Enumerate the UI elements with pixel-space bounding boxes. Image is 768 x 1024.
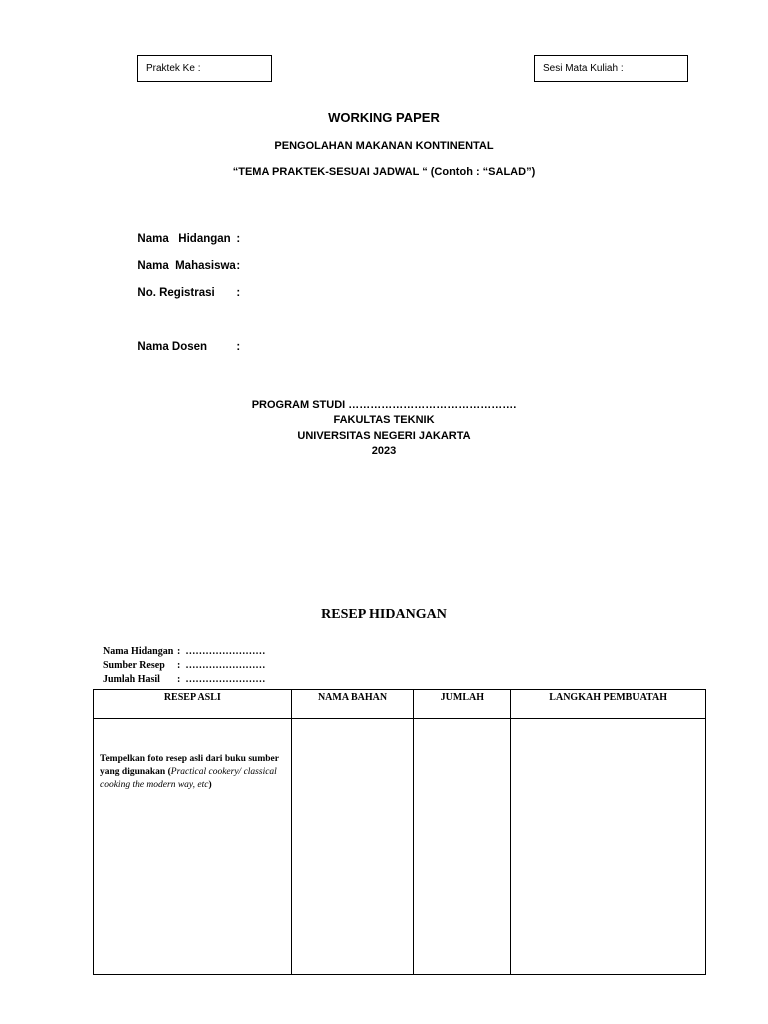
sesi-mata-kuliah-label: Sesi Mata Kuliah :	[543, 63, 624, 74]
meta-label: Sumber Resep	[103, 660, 165, 671]
field-no-registrasi	[131, 275, 240, 299]
field-sep: :	[236, 341, 241, 353]
col-nama-bahan: NAMA BAHAN	[291, 690, 414, 719]
program-studi: PROGRAM STUDI ……………………………………….	[251, 399, 517, 411]
paste-photo-note	[100, 753, 285, 792]
field-nama-mahasiswa	[131, 248, 240, 272]
col-resep-asli: RESEP ASLI	[94, 690, 292, 719]
meta-jumlah-hasil	[98, 663, 265, 685]
recipe-table	[93, 689, 706, 975]
document-subtitle: PENGOLAHAN MAKANAN KONTINENTAL	[274, 140, 494, 152]
praktek-ke-box	[137, 55, 272, 82]
meta-label: Jumlah Hasil	[103, 674, 160, 685]
meta-value: : ……………………	[177, 660, 266, 671]
table-header-row	[94, 690, 706, 719]
note-italic: Practical cookery/ classical cooking the modern way, etc	[100, 767, 277, 790]
field-sep: :	[236, 287, 241, 299]
sesi-mata-kuliah-box	[534, 55, 688, 82]
meta-value: : ……………………	[177, 646, 266, 657]
cell-resep-asli	[94, 719, 292, 975]
field-label: Nama Dosen	[137, 341, 208, 353]
recipe-title: RESEP HIDANGAN	[321, 607, 447, 622]
cell-jumlah	[414, 719, 511, 975]
field-nama-hidangan	[131, 221, 240, 245]
table-row	[94, 719, 706, 975]
field-sep: :	[236, 260, 241, 272]
col-jumlah: JUMLAH	[414, 690, 511, 719]
field-label: Nama Hidangan	[137, 233, 231, 245]
year: 2023	[371, 445, 397, 457]
meta-value: : ……………………	[177, 674, 266, 685]
document-title: WORKING PAPER	[328, 110, 440, 125]
note-text: Tempelkan foto resep asli dari buku sumber yang digunakan (	[100, 754, 279, 777]
field-nama-dosen	[131, 329, 240, 353]
meta-label: Nama Hidangan	[103, 646, 174, 657]
field-sep: :	[236, 233, 241, 245]
col-langkah-pembuatan: LANGKAH PEMBUATAH	[511, 690, 706, 719]
university: UNIVERSITAS NEGERI JAKARTA	[297, 430, 471, 442]
field-label: No. Registrasi	[137, 287, 215, 299]
faculty: FAKULTAS TEKNIK	[333, 414, 435, 426]
cell-nama-bahan	[291, 719, 414, 975]
field-label: Nama Mahasiswa	[137, 260, 236, 272]
theme-line: “TEMA PRAKTEK-SESUAI JADWAL “ (Contoh : “SALAD”)	[232, 166, 536, 178]
note-close: )	[208, 780, 212, 790]
praktek-ke-label: Praktek Ke :	[146, 63, 201, 74]
cell-langkah-pembuatan	[511, 719, 706, 975]
